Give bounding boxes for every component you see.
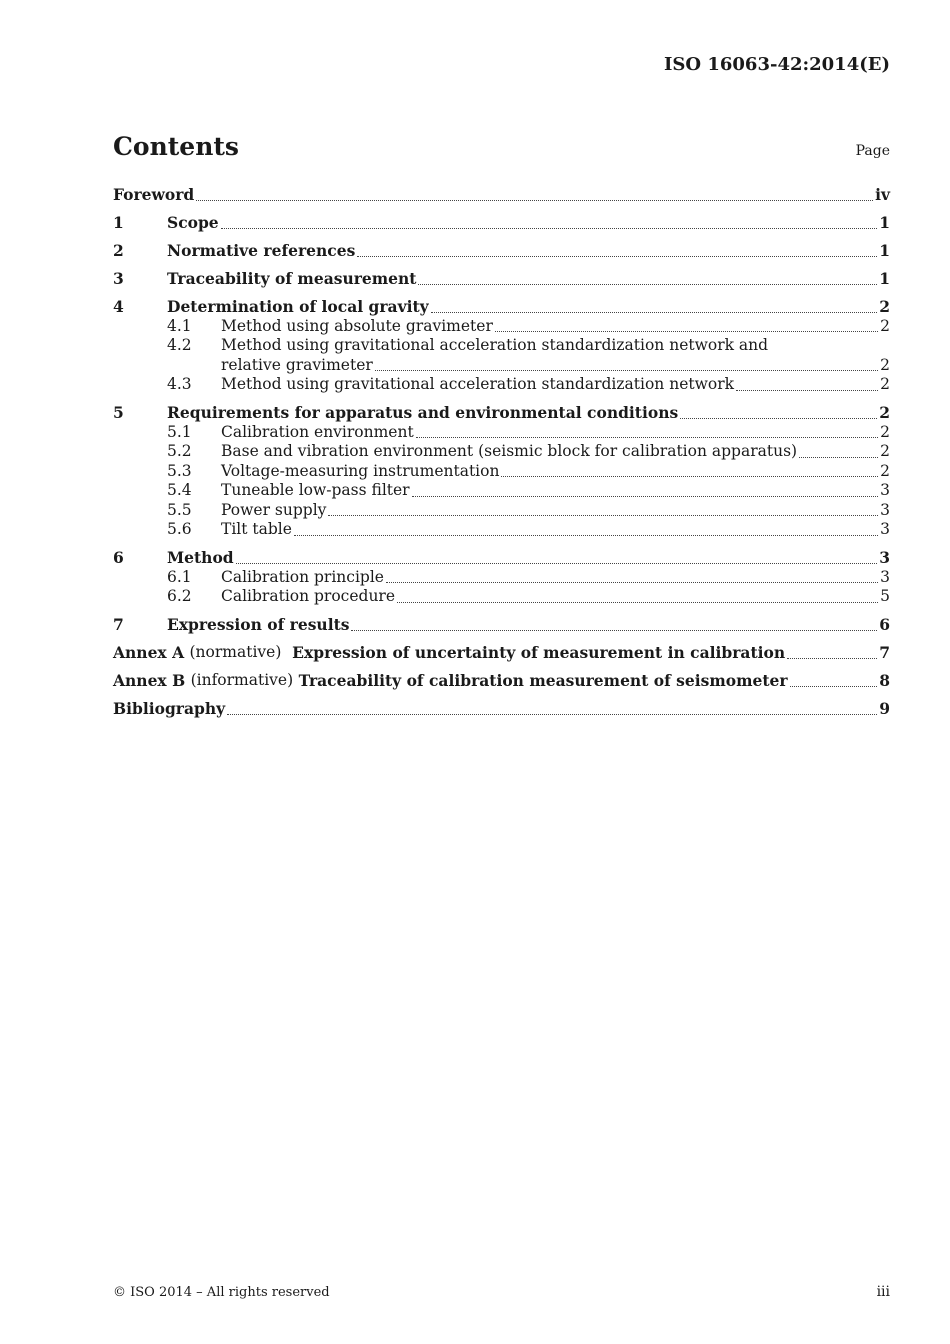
- dot-leader: [736, 390, 878, 391]
- dot-leader: [412, 496, 879, 497]
- toc-number: 5.5: [167, 500, 192, 519]
- toc-number: 6: [113, 548, 124, 567]
- toc-page: iv: [875, 185, 890, 204]
- toc-page: 7: [879, 643, 890, 662]
- toc-label: Bibliography: [113, 699, 226, 718]
- toc-number: 3: [113, 269, 124, 288]
- copyright-notice: © ISO 2014 – All rights reserved: [113, 1285, 330, 1300]
- toc-page: 1: [879, 241, 890, 260]
- toc-entry-4-1[interactable]: [113, 317, 890, 337]
- dot-leader: [236, 563, 878, 564]
- toc-number: 6.1: [167, 567, 192, 586]
- toc-entry-requirements[interactable]: [113, 403, 890, 423]
- dot-leader: [386, 582, 878, 583]
- toc-page: 1: [879, 269, 890, 288]
- dot-leader: [397, 602, 878, 603]
- toc-label: Expression of results: [167, 615, 350, 634]
- toc-number: 4.3: [167, 375, 192, 393]
- toc-page: 2: [880, 461, 890, 480]
- toc-entry-expression-of-results[interactable]: [113, 615, 890, 635]
- toc-number: 5.1: [167, 422, 192, 441]
- toc-entry-local-gravity[interactable]: [113, 297, 890, 317]
- toc-page: 1: [879, 213, 890, 232]
- toc-label: Power supply: [221, 500, 327, 519]
- toc-page: 2: [880, 316, 890, 335]
- dot-leader: [416, 437, 878, 438]
- toc-label: Requirements for apparatus and environmental conditions: [167, 403, 679, 422]
- dot-leader: [221, 228, 878, 229]
- table-of-contents: [113, 185, 890, 719]
- toc-entry-normative-references[interactable]: [113, 241, 890, 261]
- toc-annex-prefix: Annex A: [113, 643, 185, 662]
- toc-entry-scope[interactable]: [113, 213, 890, 233]
- toc-label: Calibration principle: [221, 567, 384, 586]
- toc-page: 2: [879, 297, 890, 316]
- toc-entry-bibliography[interactable]: [113, 699, 890, 719]
- toc-label-line1: Method using gravitational acceleration standardization network and: [221, 336, 769, 354]
- toc-number: 4: [113, 297, 124, 316]
- toc-page: 2: [880, 355, 890, 374]
- toc-page: 8: [879, 671, 890, 690]
- dot-leader: [418, 284, 877, 285]
- dot-leader: [501, 476, 878, 477]
- toc-number: 6.2: [167, 587, 192, 605]
- toc-label: Tuneable low-pass filter: [221, 481, 410, 499]
- dot-leader: [351, 630, 877, 631]
- document-id: ISO 16063-42:2014(E): [663, 54, 890, 75]
- toc-page: 5: [880, 587, 890, 605]
- toc-label: Calibration environment: [221, 422, 414, 441]
- toc-label: Tilt table: [221, 520, 292, 538]
- toc-label: Voltage-measuring instrumentation: [221, 461, 500, 480]
- toc-number: 5.4: [167, 481, 192, 499]
- toc-page: 3: [880, 500, 890, 519]
- dot-leader: [799, 457, 878, 458]
- toc-number: 5.2: [167, 442, 192, 460]
- toc-entry-traceability[interactable]: [113, 269, 890, 289]
- toc-number: 5: [113, 403, 124, 422]
- toc-entry-6-1[interactable]: [113, 568, 890, 588]
- toc-page: 9: [879, 699, 890, 718]
- toc-annex-kind: (informative): [190, 671, 294, 689]
- toc-number: 1: [113, 213, 124, 232]
- toc-page: 2: [880, 442, 890, 460]
- toc-page: 3: [879, 548, 890, 567]
- toc-label: Method using absolute gravimeter: [221, 316, 493, 335]
- toc-entry-4-2[interactable]: [113, 336, 890, 375]
- toc-annex-prefix: Annex B: [113, 671, 186, 690]
- page-number: iii: [876, 1284, 890, 1300]
- dot-leader: [787, 658, 877, 659]
- toc-label: Scope: [167, 213, 219, 232]
- dot-leader: [227, 714, 877, 715]
- toc-label: Normative references: [167, 241, 356, 260]
- toc-page: 2: [880, 422, 890, 441]
- page-column-label: Page: [855, 143, 890, 159]
- dot-leader: [196, 200, 873, 201]
- toc-entry-annex-b[interactable]: [113, 671, 890, 691]
- toc-label: Determination of local gravity: [167, 297, 429, 316]
- toc-page: 2: [880, 375, 890, 393]
- toc-label: Foreword: [113, 185, 195, 204]
- toc-entry-annex-a[interactable]: [113, 643, 890, 663]
- toc-label: Traceability of measurement: [167, 269, 417, 288]
- toc-label: Method using gravitational acceleration standardization network: [221, 375, 735, 393]
- toc-page: 3: [880, 567, 890, 586]
- dot-leader: [431, 312, 878, 313]
- toc-number: 4.1: [167, 316, 192, 335]
- toc-label: Method: [167, 548, 234, 567]
- toc-entry-5-3[interactable]: [113, 462, 890, 482]
- toc-entry-method[interactable]: [113, 548, 890, 568]
- toc-label: Base and vibration environment (seismic block for calibration apparatus): [221, 442, 798, 460]
- toc-entry-5-1[interactable]: [113, 423, 890, 443]
- toc-entry-5-4[interactable]: [113, 481, 890, 501]
- dot-leader: [357, 256, 877, 257]
- toc-page: 3: [880, 520, 890, 538]
- toc-page: 6: [879, 615, 890, 634]
- toc-label: Traceability of calibration measurement of seismometer: [298, 671, 788, 690]
- page-title: Contents: [113, 132, 240, 161]
- dot-leader: [680, 418, 877, 419]
- toc-entry-6-2[interactable]: [113, 587, 890, 607]
- toc-page: 2: [879, 403, 890, 422]
- dot-leader: [495, 331, 878, 332]
- toc-number: 4.2: [167, 336, 192, 354]
- toc-entry-4-3[interactable]: [113, 375, 890, 395]
- toc-number: 7: [113, 615, 124, 634]
- toc-number: 5.6: [167, 520, 192, 538]
- toc-annex-kind: (normative): [189, 643, 282, 661]
- toc-entry-5-2[interactable]: [113, 442, 890, 462]
- dot-leader: [294, 535, 878, 536]
- toc-page: 3: [880, 481, 890, 499]
- toc-label: Calibration procedure: [221, 587, 396, 605]
- toc-entry-5-5[interactable]: [113, 501, 890, 521]
- contents-heading: [113, 132, 890, 161]
- toc-label: Expression of uncertainty of measurement in calibration: [292, 643, 786, 662]
- toc-number: 2: [113, 241, 124, 260]
- toc-entry-foreword[interactable]: [113, 185, 890, 205]
- toc-number: 5.3: [167, 461, 192, 480]
- dot-leader: [328, 515, 878, 516]
- dot-leader: [790, 686, 878, 687]
- toc-entry-5-6[interactable]: [113, 520, 890, 540]
- dot-leader: [375, 370, 878, 371]
- toc-label-line2: relative gravimeter: [221, 355, 373, 374]
